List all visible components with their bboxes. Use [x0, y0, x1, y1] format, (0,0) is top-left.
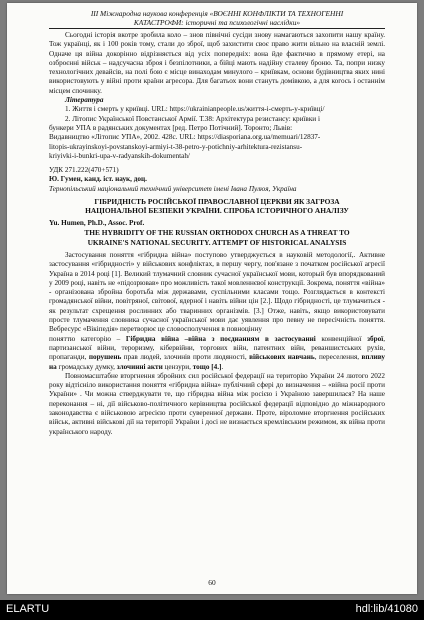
text-fragment: прав людей, злочинів проти людяності,: [121, 353, 250, 362]
reference-2-line: kriyivki-i-bunkri-upa-v-radyanskih-dokumentah/: [49, 151, 190, 160]
text-fragment: категорію –: [80, 334, 126, 343]
reference-2-line: litopis-ukrayinskoyi-povstanskoyi-armiyi-t-38-petro-y-potichniy-arhitektura-rezistansu-: [49, 142, 303, 151]
article-title-en: [49, 228, 385, 247]
body-paragraph-1: Застосування поняття «гібридна війна» поступово утверджується в науковій методології,. Активне застосування «гібридності» у військових конфліктах, в першу чергу, пов'язане з початком російської агресії Україна в 2014 році [1]. Великий тлумачний словник сучасної української мови, который був впорядкований у 2009 році, навіть не «підозрював» про можливість такої мовленнєвої конструкції. Зокрема, поняття «війна» - організована збройна боротьба між державами, суспільними класами тощо. Розглядається в контексті громадянської війни, повітряної, світової, ядерної і навіть війни цін [2.]. Щодо гібридності, це тлумачиться - як результат схрещення рослинних або тваринних організмів. [3.] Отже, навіть, якщо використовувати просте тлумачення словника сучасної української мови дає уявлення про певну не пересічність поняття. Вебресурс «Вікіпедія» перетворює це словосполучення в повноцінну: [49, 250, 385, 334]
author-uk: Ю. Гумен, канд. іст. наук, доц.: [49, 175, 147, 184]
text-fragment-bold: застосуванні: [274, 334, 316, 343]
text-fragment-bold: зброї: [367, 334, 384, 343]
text-fragment: громадську думку,: [56, 362, 117, 371]
text-fragment-bold: військових навчань: [249, 353, 315, 362]
author-en: Yu. Humen, Ph.D., Assoc. Prof.: [49, 218, 145, 227]
header-line-1: ІІІ Міжнародна наукова конференція «ВОЄННІ КОНФЛІКТИ ТА ТЕХНОГЕННІ: [90, 9, 344, 18]
udc-code: УДК 271.222(470+571): [49, 166, 119, 175]
document-page: [7, 3, 417, 594]
title-en-line: THE HYBRIDITY OF THE RUSSIAN ORTHODOX CHURCH AS A THREAT TO: [84, 228, 350, 238]
reference-2: [49, 115, 385, 161]
literature-title: Література: [65, 96, 104, 105]
text-fragment-bold: порушень: [88, 353, 122, 362]
article-title-uk: [49, 197, 385, 216]
intro-paragraph: Сьогодні історія вкотре зробила коло – знов північні сусіди знову намагаються захопити нашу країну. Тож українці, як і 100 років тому, стали до зброї, щоб захистити своє право жити вільно на власній землі. Одначе ця війна докорінно відрізняється від усіх попередніх: вона йде фактично в прямому етері, на озброєнні військ – надсучасна зброя і безпілотники, а бійці мають надійну сталеву броню. Та, попри низку технологічних девайсів, на полі бою є місце винаходам минулого – криївкам, основи будівництва яких нині використовують у війні проти країни агресора. Для багатьох вони стануть домівкою, а для когось і останнім місцем спочинку.: [49, 31, 385, 95]
page-content: [49, 9, 385, 437]
text-fragment-bold: злочинні акти: [116, 362, 163, 371]
text-fragment-bold: тощо [4.]: [192, 362, 222, 371]
text-fragment-bold: Гібридна війна: [125, 334, 179, 343]
title-uk-line: НАЦІОНАЛЬНОЇ БЕЗПЕКИ УКРАЇНИ. СПРОБА ІСТОРИЧНОГО АНАЛІЗУ: [85, 206, 349, 216]
header-line-2: КАТАСТРОФИ: історичні та психологічні наслідки»: [133, 18, 301, 27]
handle-id: hdl:lib/41080: [355, 603, 418, 615]
body-paragraph-2: Повномасштабне вторгнення збройних сил російської федерації на територію України 24 лютого 2022 року відтісніло використання поняття «гібридна війна» публічний сфері до визначення – «війна росії проти України» . Чи можна стверджувати те, що гібридна війна між росією і Україною завершилася? На наше переконання – ні, дії військово-політичного керівництва російської федерації відповідно до міжнародного законодавства є військовою агресією проти суверенної держави. Проте, віроломне вторгнення російських військ, активні військові дії на території України і досі не визнається кремлівським режимом, як війна проти українського народу.: [49, 371, 385, 436]
text-fragment-bold: –війна з поєднанням в: [184, 334, 269, 343]
reference-2-line: 2. Літопис Української Повстанської Армії. Т.38: Архітектура резистансу: криївки і: [65, 114, 320, 123]
text-fragment: поняттю: [49, 334, 76, 343]
reference-2-line: Видавництво «Літопис УПА», 2002. 428с. URL: https://diasporiana.org.ua/memuari/12837-: [49, 133, 321, 142]
repository-name: ELARTU: [6, 603, 50, 615]
text-fragment: .: [221, 362, 224, 371]
reference-2-line: бункери УПА в радянських документах [ред. Петро Потічний]. Торонто; Львів:: [49, 123, 293, 132]
reference-1: 1. Життя і смерть у криївці. URL: https://ukrainianpeople.us/життя-і-смерть-у-криївці/: [65, 105, 325, 114]
body-paragraph-1-continued: [49, 335, 385, 372]
text-fragment-bold: впливу на: [49, 353, 385, 371]
repository-footer: [0, 600, 424, 620]
page-number: 60: [208, 578, 216, 587]
title-en-line: UKRAINE'S NATIONAL SECURITY. ATTEMPT OF HISTORICAL ANALYSIS: [87, 237, 347, 247]
title-uk-line: ГІБРИДНІСТЬ РОСІЙСЬКОЇ ПРАВОСЛАВНОЇ ЦЕРКВИ ЯК ЗАГРОЗА: [94, 197, 340, 207]
affiliation-uk: Тернопільський національний технічний університет імені Івана Пулюя, Україна: [49, 184, 297, 193]
text-fragment: , партизанської війни, тероризму, кібервійни, торгових війн, патентних війн, реваншистських рухів, пропаганди,: [49, 334, 386, 362]
text-fragment: конвенційної: [315, 334, 368, 343]
text-fragment: , переселення,: [314, 353, 362, 362]
text-fragment: цензури,: [162, 362, 193, 371]
running-header: [49, 9, 385, 29]
